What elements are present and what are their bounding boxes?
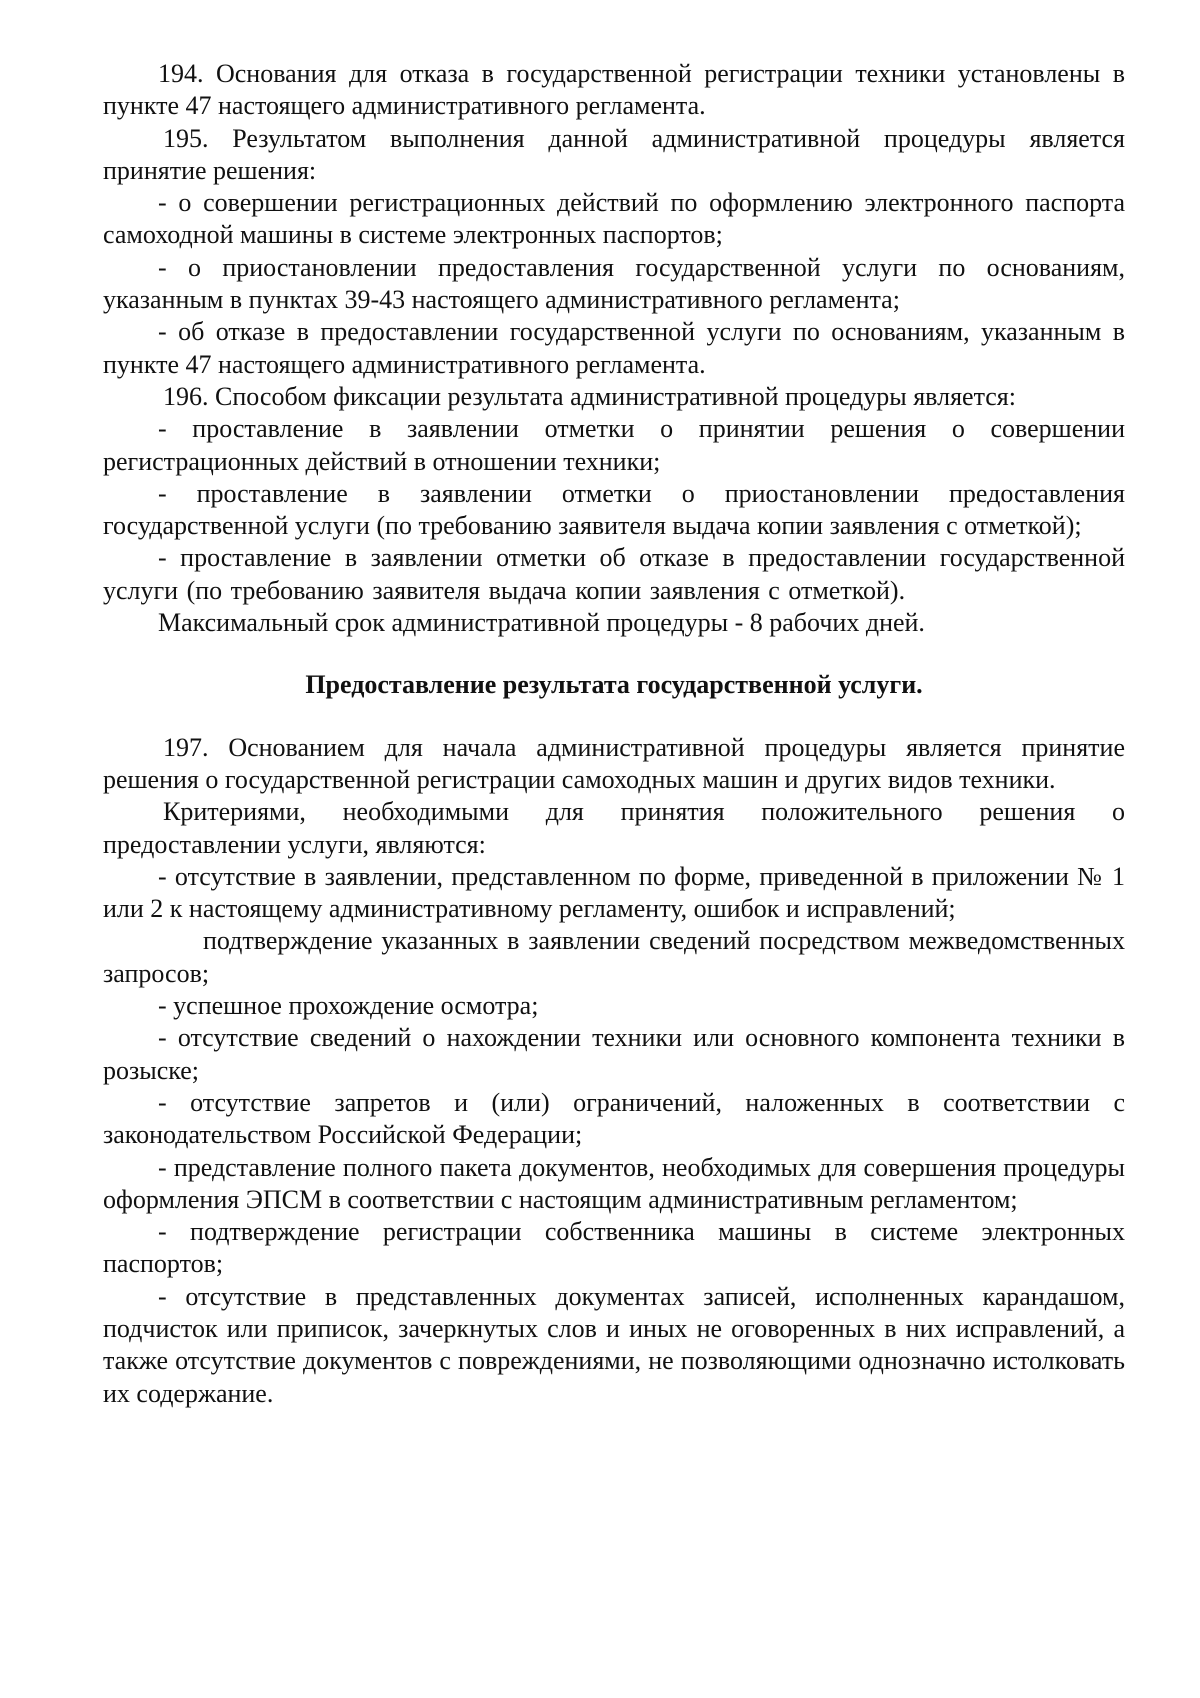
paragraph-196-item-3: - проставление в заявлении отметки об отказе в предоставлении государственной услуги (по требованию заявителя выдача копии заявления с отметкой). bbox=[103, 543, 1125, 605]
criteria-intro: Критериями, необходимыми для принятия положительного решения о предоставлении услуги, являются: bbox=[103, 797, 1125, 859]
max-term-paragraph: Максимальный срок административной процедуры - 8 рабочих дней. bbox=[158, 608, 925, 638]
paragraph-196: 196. Способом фиксации результата административной процедуры является: bbox=[163, 381, 1016, 411]
criteria-item: - подтверждение регистрации собственника машины в системе электронных паспортов; bbox=[103, 1217, 1125, 1279]
criteria-item: - отсутствие в заявлении, представленном по форме, приведенной в приложении № 1 или 2 к настоящему административному регламенту, ошибок и исправлений; bbox=[103, 861, 1125, 924]
criteria-item: - отсутствие запретов и (или) ограничений, наложенных в соответствии с законодательством Российской Федерации; bbox=[103, 1087, 1125, 1150]
criteria-item: - успешное прохождение осмотра; bbox=[158, 991, 539, 1021]
paragraph-195: 195. Результатом выполнения данной административной процедуры является принятие решения: bbox=[103, 123, 1125, 185]
criteria-item: подтверждение указанных в заявлении сведений посредством межведомственных запросов; bbox=[103, 926, 1125, 988]
criteria-item: - отсутствие сведений о нахождении техники или основного компонента техники в розыске; bbox=[103, 1023, 1125, 1085]
paragraph-195-item-2: - о приостановлении предоставления государственной услуги по основаниям, указанным в пунктах 39-43 настоящего административного регламента; bbox=[103, 252, 1125, 315]
paragraph-196-item-2: - проставление в заявлении отметки о приостановлении предоставления государственной услуги (по требованию заявителя выдача копии заявления с отметкой); bbox=[103, 478, 1125, 541]
section-heading: Предоставление результата государственной услуги. bbox=[305, 670, 923, 700]
paragraph-194: 194. Основания для отказа в государственной регистрации техники установлены в пункте 47 настоящего административного регламента. bbox=[103, 59, 1125, 121]
document-body bbox=[103, 58, 1125, 1410]
paragraph-196-item-1: - проставление в заявлении отметки о принятии решения о совершении регистрационных действий в отношении техники; bbox=[103, 414, 1125, 476]
criteria-item: - отсутствие в представленных документах записей, исполненных карандашом, подчисток или приписок, зачеркнутых слов и иных не оговоренных в них исправлений, а также отсутствие документов с повреждениями, не позволяющими однозначно истолковать их содержание. bbox=[103, 1281, 1125, 1408]
paragraph-197: 197. Основанием для начала административной процедуры является принятие решения о государственной регистрации самоходных машин и других видов техники. bbox=[103, 732, 1125, 794]
criteria-item: - представление полного пакета документов, необходимых для совершения процедуры оформления ЭПСМ в соответствии с настоящим административным регламентом; bbox=[103, 1152, 1125, 1214]
paragraph-195-item-1: - о совершении регистрационных действий по оформлению электронного паспорта самоходной машины в системе электронных паспортов; bbox=[103, 188, 1125, 250]
paragraph-195-item-3: - об отказе в предоставлении государственной услуги по основаниям, указанным в пункте 47 настоящего административного регламента. bbox=[103, 317, 1125, 379]
